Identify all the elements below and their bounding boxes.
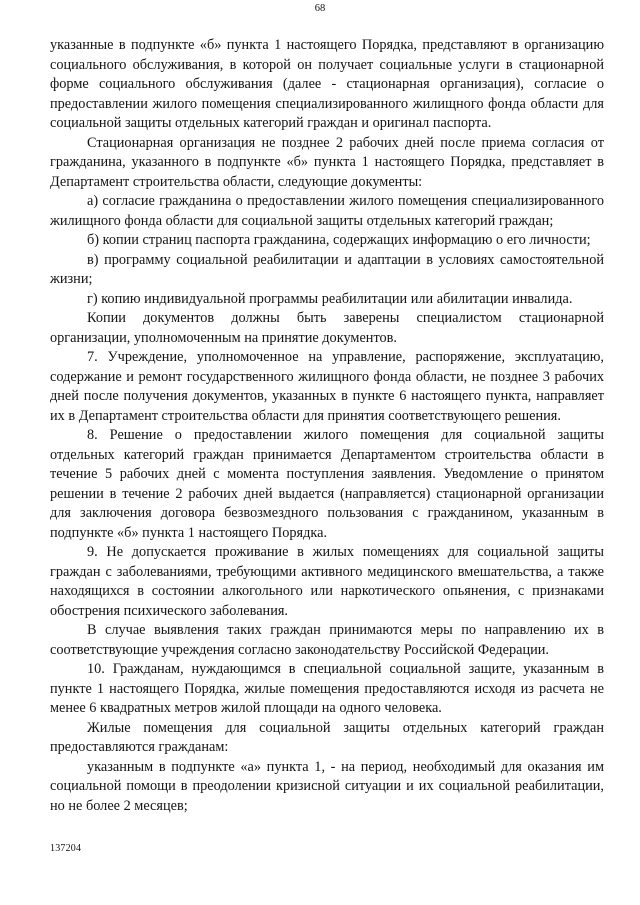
- paragraph: 10. Гражданам, нуждающимся в специальной социальной защите, указанным в пункте 1 настоящего Порядка, жилые помещения предоставляются исходя из расчета не менее 6 квадратных метров жилой площади на одного человека.: [50, 661, 604, 716]
- paragraph: указанным в подпункте «а» пункта 1, - на период, необходимый для оказания им социальной помощи в преодолении кризисной ситуации и их социальной реабилитации, но не более 2 месяцев;: [50, 758, 604, 814]
- list-item: г) копию индивидуальной программы реабилитации или абилитации инвалида.: [87, 290, 573, 307]
- paragraph: 7. Учреждение, уполномоченное на управление, распоряжение, эксплуатацию, содержание и ремонт государственного жилищного фонда области, не позднее 3 рабочих дней после получения документов, указанных в пункте 6 настоящего пункта, направляет их в Департамент строительства области для принятия соответствующего решения.: [50, 349, 604, 424]
- paragraph: указанные в подпункте «б» пункта 1 настоящего Порядка, представляют в организацию социального обслуживания, в которой он получает социальные услуги в стационарной форме социального обслуживания (далее - стационарная организация), согласие о предоставлении жилого помещения специализированного жилищного фонда области для социальной защиты отдельных категорий граждан и оригинал паспорта.: [50, 37, 604, 131]
- list-item: а) согласие гражданина о предоставлении жилого помещения специализированного жилищного фонда области для социальной защиты отдельных категорий граждан;: [50, 193, 604, 229]
- list-item: в) программу социальной реабилитации и адаптации в условиях самостоятельной жизни;: [50, 251, 604, 287]
- paragraph: 8. Решение о предоставлении жилого помещения для социальной защиты отдельных категорий граждан принимается Департаментом строительства области в течение 5 рабочих дней с момента поступления заявления. Уведомление о принятом решении в течение 2 рабочих дней выдается (направляется) стационарной организации для заключения договора безвозмездного пользования с гражданином, указанным в подпункте «б» пункта 1 настоящего Порядка.: [50, 427, 604, 541]
- paragraph: Жилые помещения для социальной защиты отдельных категорий граждан предоставляются гражданам:: [50, 719, 604, 755]
- document-code: 137204: [50, 843, 82, 854]
- paragraph: Копии документов должны быть заверены специалистом стационарной организации, уполномоченным на принятие документов.: [50, 310, 604, 346]
- list-item: б) копии страниц паспорта гражданина, содержащих информацию о его личности;: [87, 232, 591, 248]
- paragraph: 9. Не допускается проживание в жилых помещениях для социальной защиты граждан с заболеваниями, требующими активного медицинского вмешательства, а также находящихся в состоянии алкогольного или наркотического опьянения, с признаками обострения психического заболевания.: [50, 544, 604, 619]
- page-number: 68: [314, 3, 326, 14]
- document-body: [50, 36, 604, 816]
- paragraph: Стационарная организация не позднее 2 рабочих дней после приема согласия от гражданина, указанного в подпункте «б» пункта 1 настоящего Порядка, представляет в Департамент строительства области, следующие документы:: [50, 134, 604, 190]
- paragraph: В случае выявления таких граждан принимаются меры по направлению их в соответствующие учреждения согласно законодательству Российской Федерации.: [50, 622, 604, 658]
